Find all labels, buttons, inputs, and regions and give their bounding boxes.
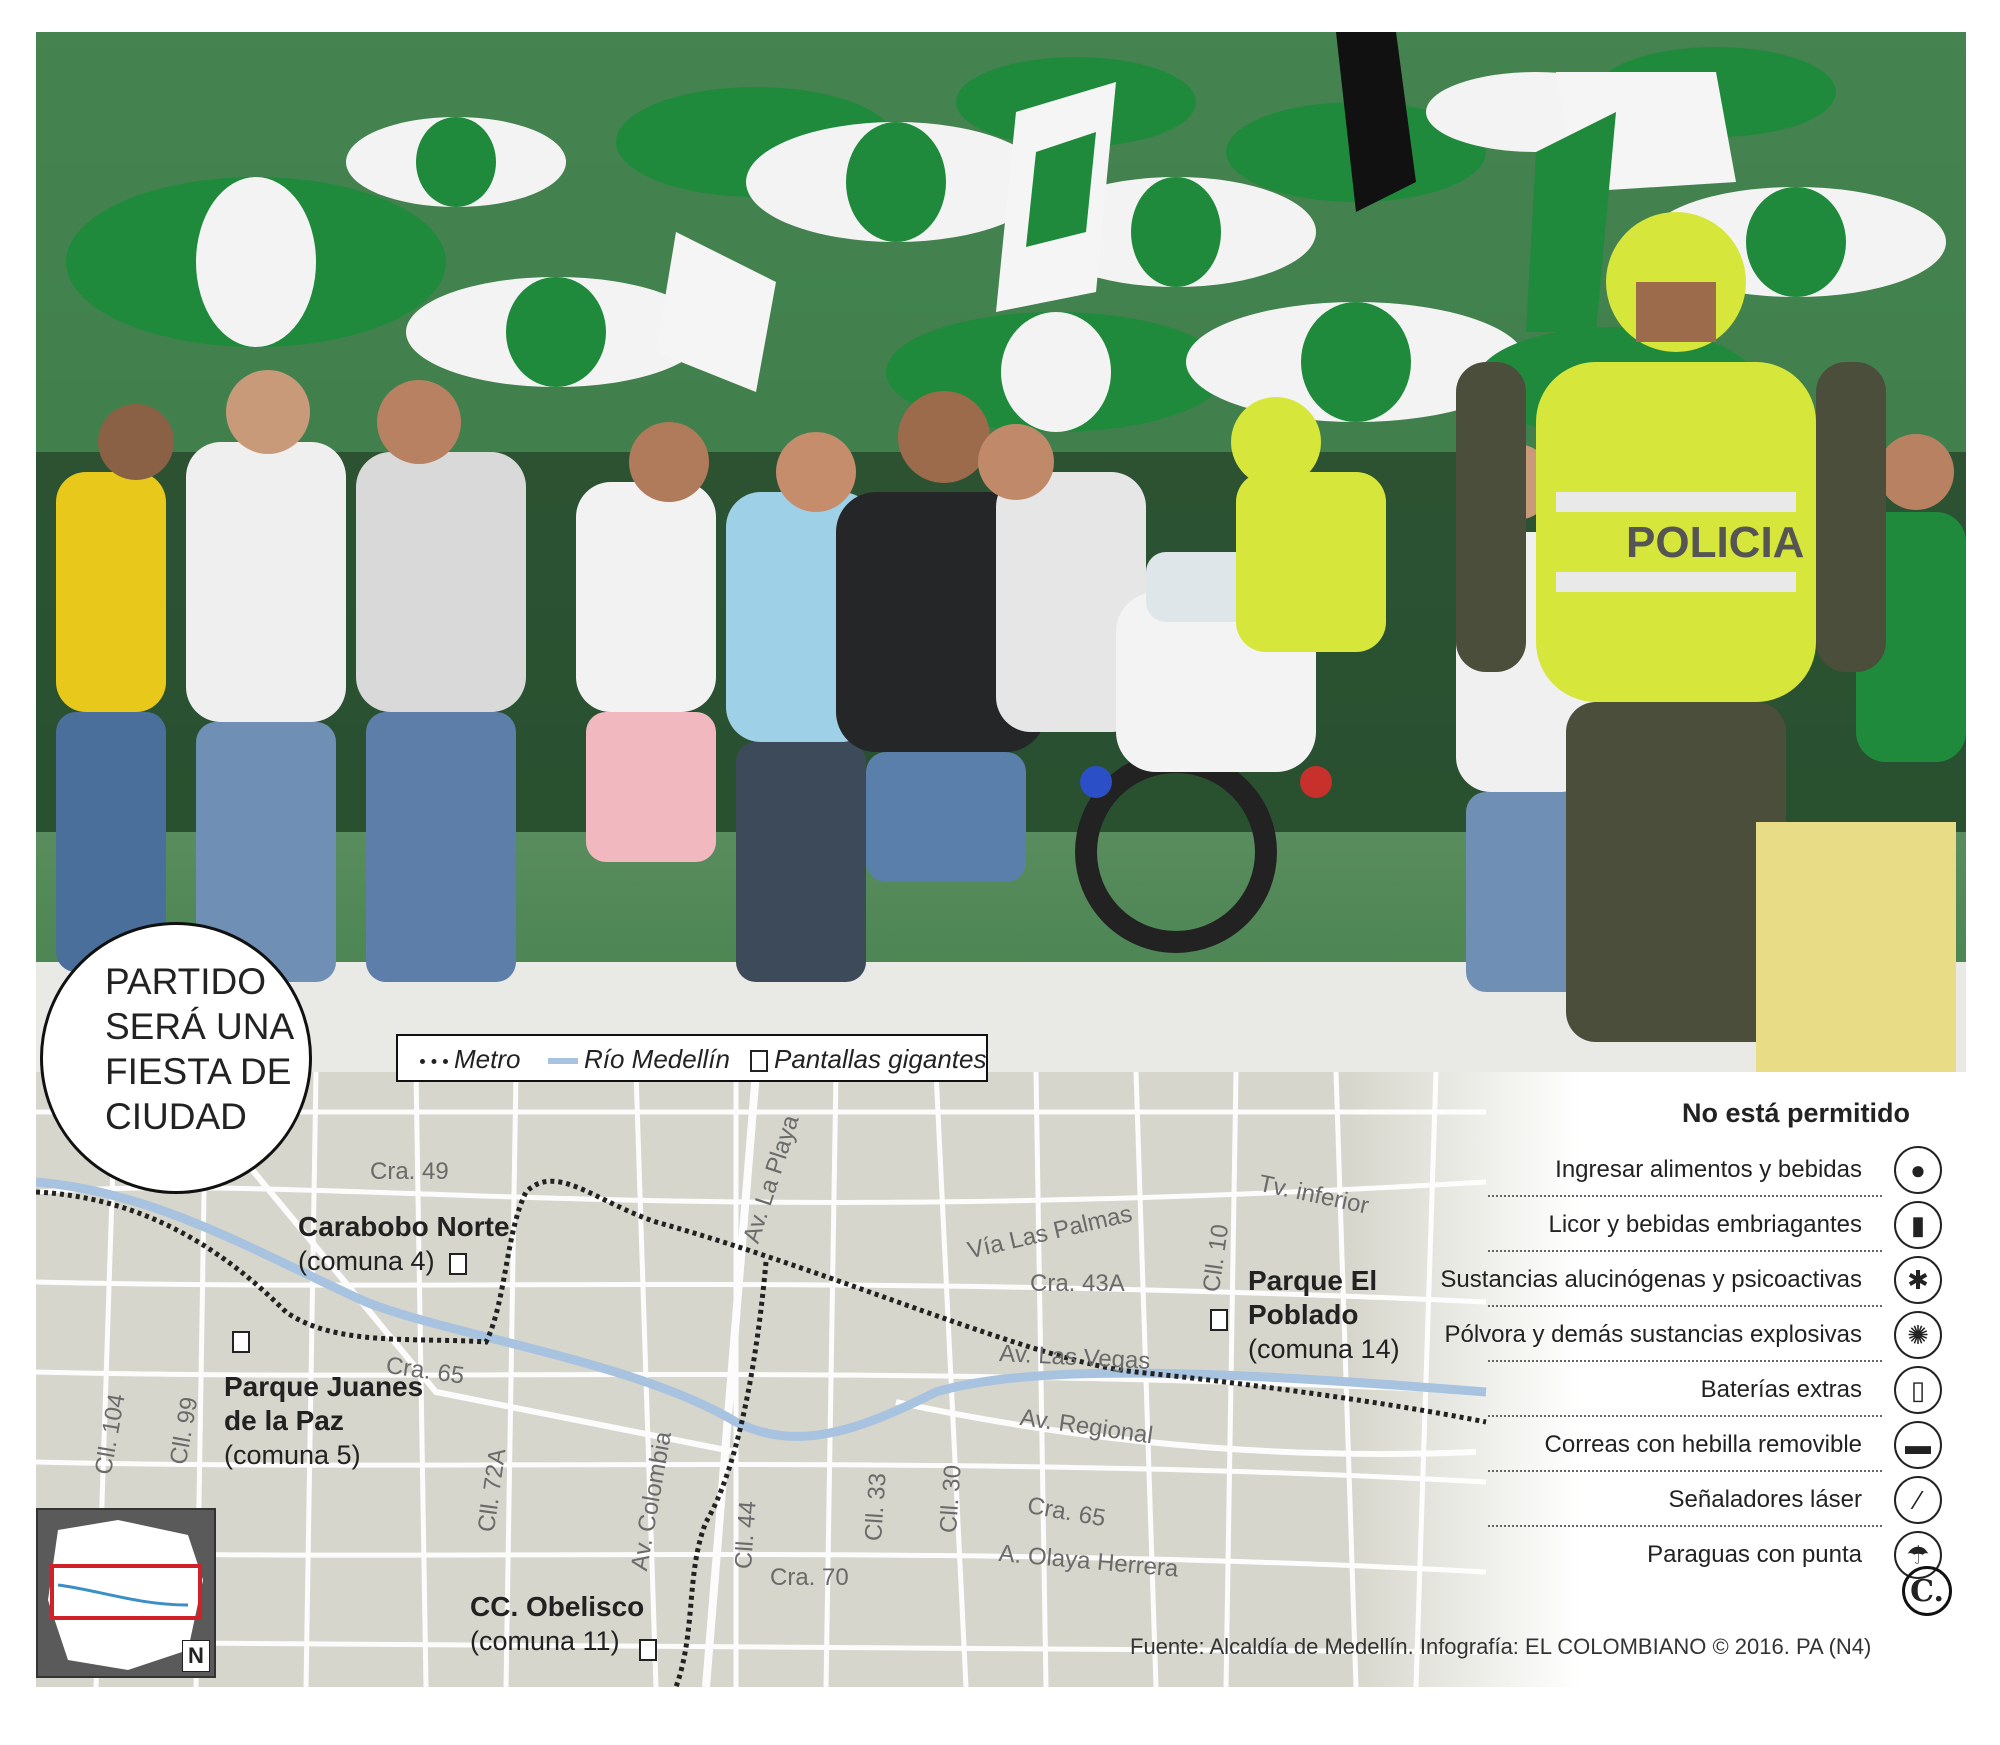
rule-item [1480,1472,1950,1527]
locator-inset-map [36,1508,216,1678]
leaf-icon: ✱ [1894,1256,1942,1304]
rule-item [1480,1527,1950,1582]
street-label: Cra. 65 [384,1352,466,1390]
street-label: Tv. inferior [1256,1170,1372,1220]
rule-label: Ingresar alimentos y bebidas [1555,1156,1862,1183]
apple-icon: ● [1894,1146,1942,1194]
page-title: PARTIDO SERÁ UNA FIESTA DE CIUDAD [105,961,293,1137]
street-label: Cll. 99 [165,1395,204,1467]
screen-icon [750,1050,768,1072]
place-cc-obelisco [470,1590,644,1658]
street-label: Av. Regional [1018,1404,1155,1450]
map-legend [396,1034,988,1082]
legend-metro [420,1044,520,1075]
rule-label: Licor y bebidas embriagantes [1548,1211,1862,1238]
umbrella-icon: ☂ [1894,1531,1942,1579]
street-label: Av. La Playa [738,1111,805,1247]
belt-icon: ▬ [1894,1421,1942,1469]
street-label: Av. Colombia [626,1429,677,1573]
rule-label: Señaladores láser [1668,1486,1862,1513]
legend-screens [750,1044,986,1075]
vest-text: POLICIA [1626,518,1805,567]
source-credit: Fuente: Alcaldía de Medellín. Infografía: EL COLOMBIANO © 2016. PA (N4) [1130,1634,1872,1659]
street-label: Cll. 10 [1198,1222,1235,1294]
place-comuna: (comuna 14) [1248,1334,1400,1364]
stadium-crowd-photo [36,32,1966,1072]
rule-label: Correas con hebilla removible [1544,1431,1862,1458]
street-label: Vía Las Palmas [965,1200,1135,1265]
north-arrow: N [182,1640,210,1672]
rule-label: Pólvora y demás sustancias explosivas [1444,1321,1862,1348]
screen-marker-juanes [233,1332,249,1352]
rule-item [1480,1142,1950,1197]
legend-river-label: Río Medellín [584,1044,730,1074]
place-name: CC. Obelisco [470,1591,645,1622]
rule-item [1440,1252,1950,1307]
rule-label: Sustancias alucinógenas y psicoactivas [1440,1266,1862,1293]
street-label: Cll. 33 [860,1472,892,1542]
el-colombiano-logo: C. [1902,1566,1952,1616]
place-parque-el-poblado [1248,1264,1400,1366]
place-comuna: (comuna 4) [298,1246,435,1276]
bottle-icon: ▮ [1894,1201,1942,1249]
rule-item [1480,1197,1950,1252]
rule-item [1480,1417,1950,1472]
title-badge [40,922,312,1194]
place-name: Carabobo Norte [298,1211,510,1242]
laser-pointer-icon: ⁄ [1894,1476,1942,1524]
rule-label: Paraguas con punta [1647,1541,1862,1568]
metro-line-icon [420,1059,448,1064]
street-label: Cra. 65 [1025,1492,1108,1533]
place-comuna: (comuna 11) [470,1626,620,1656]
street-label: Cra. 70 [770,1564,849,1591]
rule-item [1480,1362,1950,1417]
place-carabobo-norte [298,1210,510,1278]
place-comuna: (comuna 5) [224,1440,361,1470]
rule-item [1444,1307,1950,1362]
crowd-illustration [36,32,1966,1072]
place-name: Parque El Poblado [1248,1265,1378,1330]
legend-screens-label: Pantallas gigantes [774,1044,987,1074]
legend-river [548,1044,730,1075]
street-label: Cra. 49 [370,1158,449,1185]
place-name: Parque Juanes de la Paz [224,1371,424,1436]
street-label: Cll. 104 [90,1391,131,1477]
street-label: Cll. 30 [935,1464,967,1534]
rule-label: Baterías extras [1700,1376,1862,1403]
prohibited-heading: No está permitido [1681,1098,1910,1128]
river-line-icon [548,1058,578,1064]
street-label: Cll. 44 [730,1500,762,1570]
street-label: Cra. 43A [1030,1270,1125,1297]
screen-marker-poblado [1211,1310,1227,1330]
place-parque-juanes [224,1370,454,1472]
street-label: Av. Las Vegas [998,1340,1152,1375]
explosion-icon: ✺ [1894,1311,1942,1359]
street-label: A. Olaya Herrera [997,1540,1180,1583]
battery-icon: ▯ [1894,1366,1942,1414]
street-label: Cll. 72A [473,1446,512,1534]
legend-metro-label: Metro [454,1044,521,1074]
